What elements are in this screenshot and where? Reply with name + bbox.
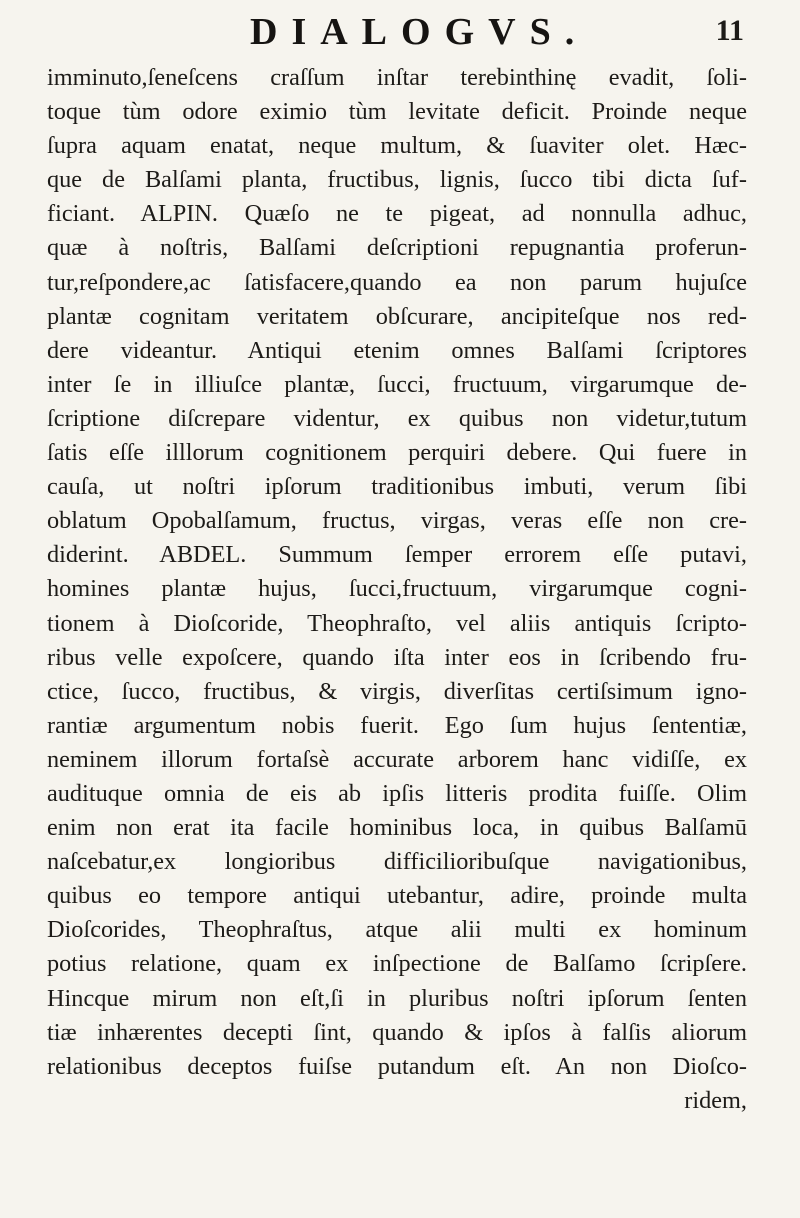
text-line: Hincque mirum non eſt,ſi in pluribus noſtri ipſorum ſenten — [47, 984, 747, 1012]
text-line: potius relatione, quam ex inſpectione de Balſamo ſcripſere. — [47, 950, 747, 978]
page-number: 11 — [715, 14, 744, 47]
text-line: ſatis eſſe illlorum cognitionem perquiri debere. Qui fuere in — [47, 439, 747, 467]
text-line: ſupra aquam enatat, neque multum, & ſuaviter olet. Hæc- — [47, 132, 747, 160]
text-line: oblatum Opobalſamum, fructus, virgas, veras eſſe non cre- — [47, 507, 747, 535]
text-line: quæ à noſtris, Balſami deſcriptioni repugnantia proferun- — [47, 234, 747, 262]
text-line: naſcebatur,ex longioribus difficilioribuſque navigationibus, — [47, 848, 747, 876]
text-line: enim non erat ita facile hominibus loca, in quibus Balſamū — [47, 814, 747, 842]
text-line: toque tùm odore eximio tùm levitate deficit. Proinde neque — [47, 98, 747, 126]
text-line: imminuto,ſeneſcens craſſum inſtar terebinthinę evadit, ſoli- — [47, 64, 747, 91]
text-line: quibus eo tempore antiqui utebantur, adire, proinde multa — [47, 882, 747, 910]
text-line: audituque omnia de eis ab ipſis litteris prodita fuiſſe. Olim — [47, 779, 747, 807]
text-line: ctice, ſucco, fructibus, & virgis, diverſitas certiſsimum igno- — [47, 677, 747, 705]
text-line: tiæ inhærentes decepti ſint, quando & ipſos à falſis aliorum — [47, 1018, 747, 1046]
running-head — [0, 10, 800, 60]
text-line: que de Balſami planta, fructibus, lignis, ſucco tibi dicta ſuf- — [47, 166, 747, 194]
text-line: neminem illorum fortaſsè accurate arborem hanc vidiſſe, ex — [47, 745, 747, 773]
text-line: ribus velle expoſcere, quando iſta inter eos in ſcribendo fru- — [47, 643, 747, 671]
running-title: DIALOGVS. — [250, 11, 589, 53]
text-line: relationibus deceptos fuiſse putandum eſt. An non Dioſco- — [47, 1052, 747, 1080]
text-line: cauſa, ut noſtri ipſorum traditionibus imbuti, verum ſibi — [47, 473, 747, 501]
text-line: rantiæ argumentum nobis fuerit. Ego ſum hujus ſententiæ, — [47, 711, 747, 739]
text-line: diderint. ABDEL. Summum ſemper errorem eſſe putavi, — [47, 541, 747, 569]
text-line: homines plantæ hujus, ſucci,fructuum, virgarumque cogni- — [47, 575, 747, 603]
body-text — [47, 61, 747, 1118]
text-line: tionem à Dioſcoride, Theophraſto, vel aliis antiquis ſcripto- — [47, 609, 747, 637]
text-line: inter ſe in illiuſce plantæ, ſucci, fructuum, virgarumque de- — [47, 370, 747, 398]
text-line: tur,reſpondere,ac ſatisfacere,quando ea non parum hujuſce — [47, 268, 747, 296]
catchword: ridem, — [684, 1086, 747, 1114]
text-line: ſcriptione diſcrepare videntur, ex quibus non videtur,tutum — [47, 404, 747, 432]
text-line: Dioſcorides, Theophraſtus, atque alii multi ex hominum — [47, 916, 747, 944]
text-line: ficiant. ALPIN. Quæſo ne te pigeat, ad nonnulla adhuc, — [47, 200, 747, 228]
text-line: plantæ cognitam veritatem obſcurare, ancipiteſque nos red- — [47, 302, 747, 330]
text-line: dere videantur. Antiqui etenim omnes Balſami ſcriptores — [47, 336, 747, 364]
